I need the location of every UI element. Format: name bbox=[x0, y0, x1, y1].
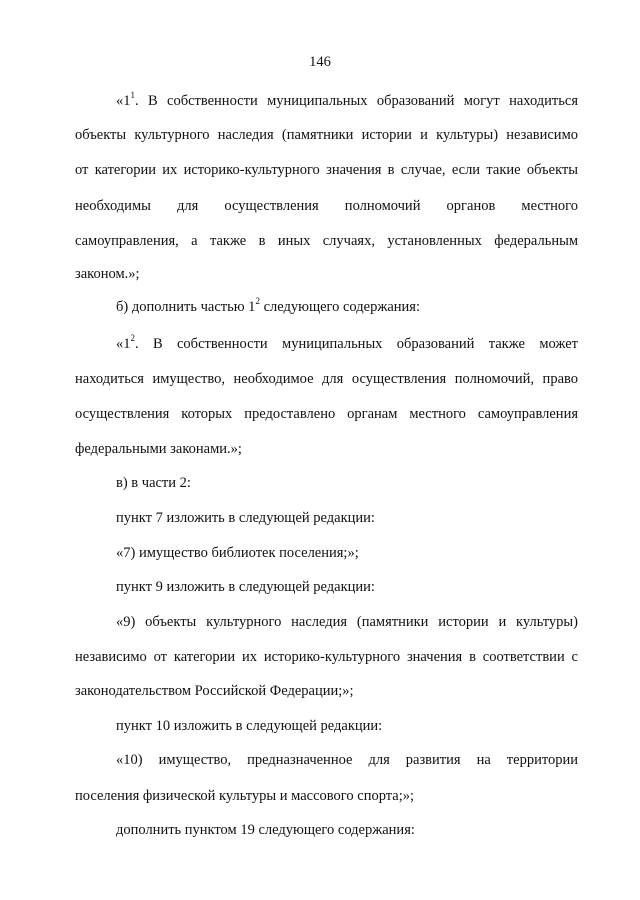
paragraph-5: пункт 7 изложить в следующей редакции: bbox=[116, 510, 375, 526]
paragraph-1-line-1 bbox=[116, 92, 578, 110]
superscript: 2 bbox=[130, 333, 135, 344]
paragraph-7: пункт 9 изложить в следующей редакции: bbox=[116, 579, 375, 595]
paragraph-8-line-1: «9) объекты культурного наследия (памятники истории и культуры) bbox=[116, 614, 578, 630]
paragraph-3-line-4: федеральными законами.»; bbox=[75, 441, 242, 457]
superscript: 2 bbox=[255, 296, 260, 307]
paragraph-1-line-5: самоуправления, а также в иных случаях, установленных федеральным bbox=[75, 233, 578, 249]
paragraph-2 bbox=[116, 298, 420, 316]
superscript: 1 bbox=[130, 90, 135, 101]
text-run: «1 bbox=[116, 93, 131, 109]
paragraph-1-line-2: объекты культурного наследия (памятники истории и культуры) независимо bbox=[75, 127, 578, 143]
paragraph-10-line-2: поселения физической культуры и массового спорта;»; bbox=[75, 788, 415, 804]
text-run: следующего содержания: bbox=[259, 299, 421, 315]
paragraph-3-line-1 bbox=[116, 335, 578, 353]
paragraph-10-line-1: «10) имущество, предназначенное для развития на территории bbox=[116, 752, 578, 768]
paragraph-11: дополнить пунктом 19 следующего содержания: bbox=[116, 822, 415, 838]
paragraph-3-line-2: находиться имущество, необходимое для осуществления полномочий, право bbox=[75, 371, 578, 387]
text-run: б) дополнить частью 1 bbox=[116, 299, 256, 315]
paragraph-8-line-2: независимо от категории их историко-культурного значения в соответствии с bbox=[75, 649, 578, 665]
text-run: «1 bbox=[116, 336, 131, 352]
paragraph-8-line-3: законодательством Российской Федерации;»; bbox=[75, 683, 354, 699]
text-run: . В собственности муниципальных образований также может bbox=[135, 336, 578, 352]
paragraph-4: в) в части 2: bbox=[116, 475, 191, 491]
paragraph-1-line-3: от категории их историко-культурного значения в случае, если такие объекты bbox=[75, 162, 578, 178]
paragraph-3-line-3: осуществления которых предоставлено органам местного самоуправления bbox=[75, 406, 578, 422]
text-run: . В собственности муниципальных образований могут находиться bbox=[135, 93, 578, 109]
paragraph-9: пункт 10 изложить в следующей редакции: bbox=[116, 718, 383, 734]
page-number: 146 bbox=[309, 54, 331, 70]
paragraph-1-line-4: необходимы для осуществления полномочий органов местного bbox=[75, 198, 578, 214]
paragraph-6: «7) имущество библиотек поселения;»; bbox=[116, 545, 359, 561]
paragraph-1-line-6: законом.»; bbox=[75, 266, 140, 282]
